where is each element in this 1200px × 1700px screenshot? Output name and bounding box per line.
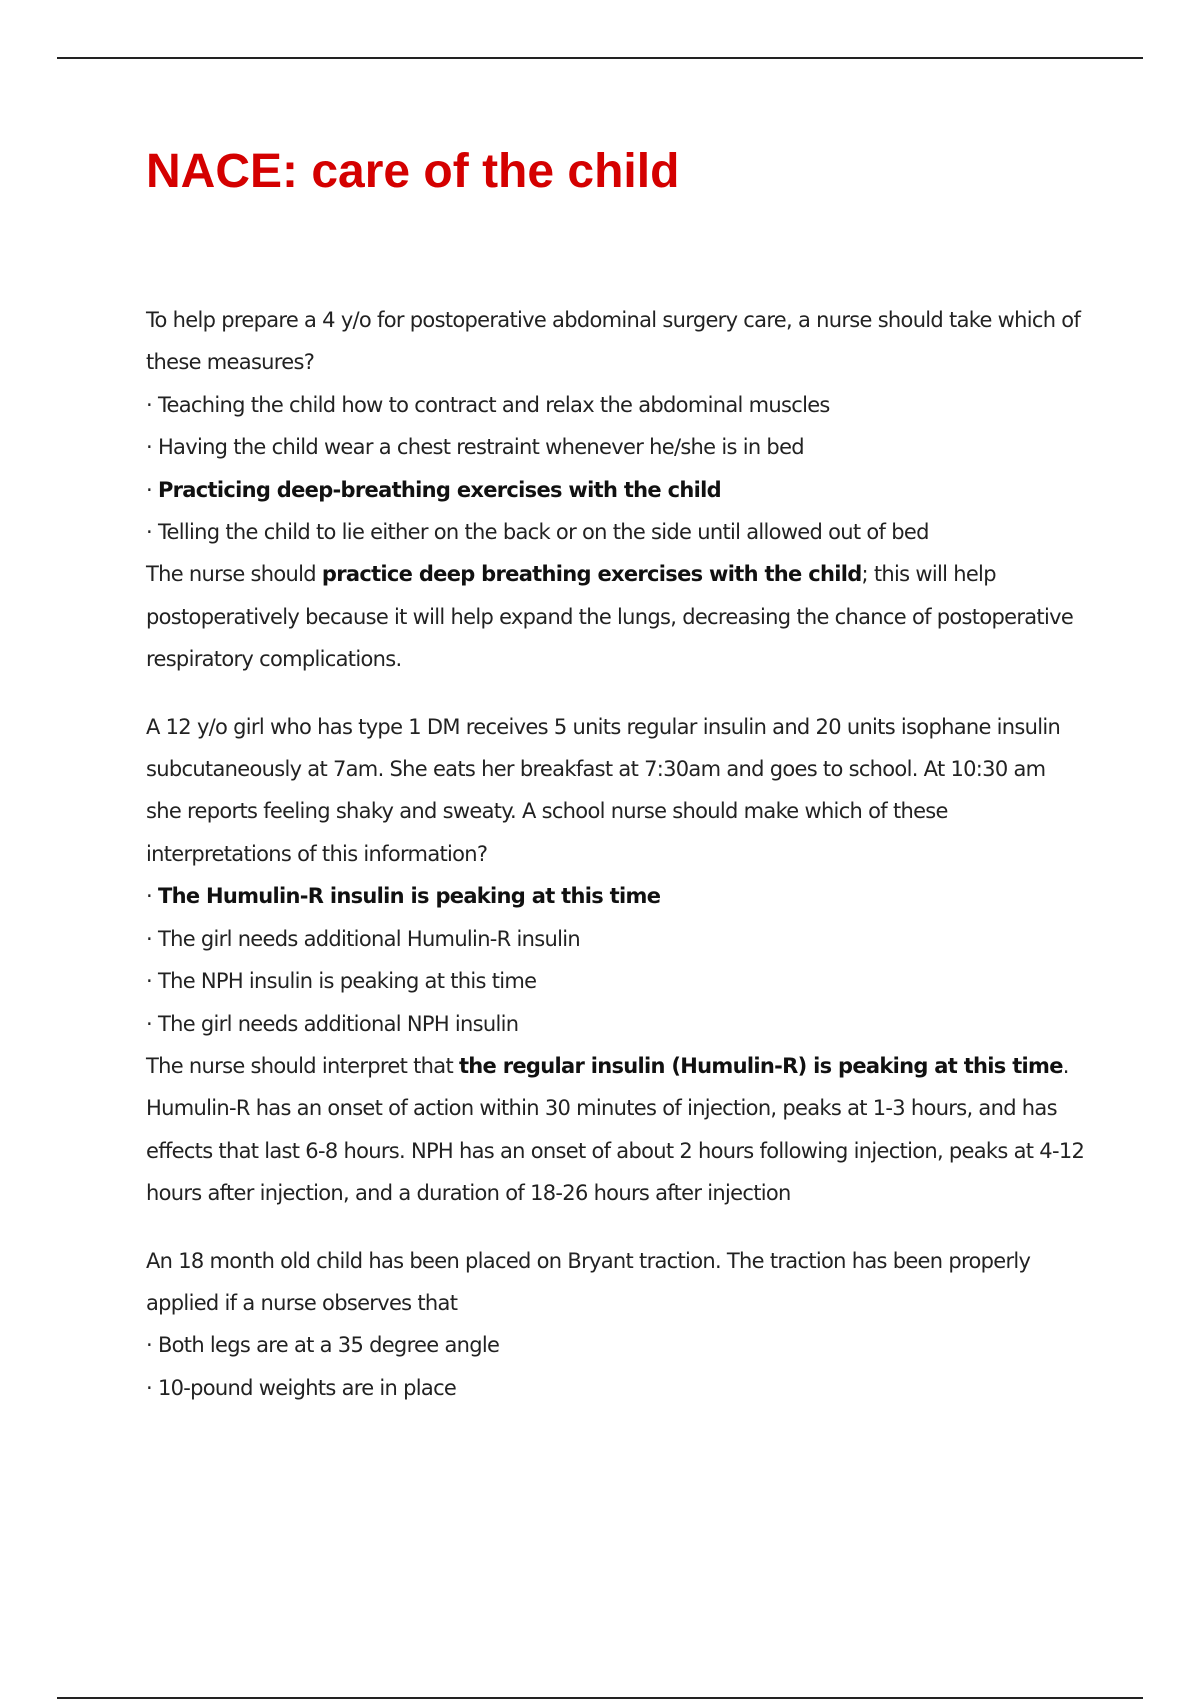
question-stem: To help prepare a 4 y/o for postoperative abdominal surgery care, a nurse should take which of these measures? <box>146 308 1081 375</box>
explanation-text: The nurse should <box>146 562 322 587</box>
answer-option: · The NPH insulin is peaking at this time <box>146 969 537 994</box>
explanation-key-answer: the regular insulin (Humulin-R) is peaking at this time <box>458 1053 1063 1078</box>
question-block <box>146 1240 1086 1410</box>
answer-option-correct: · The Humulin-R insulin is peaking at this time <box>146 884 661 909</box>
answer-option-text: The Humulin-R insulin is peaking at this time <box>157 884 661 909</box>
explanation-text: The nurse should interpret that <box>146 1053 459 1078</box>
answer-option-text: Both legs are at a 35 degree angle <box>157 1333 500 1358</box>
answer-option-text: The NPH insulin is peaking at this time <box>157 969 537 994</box>
answer-option-text: Having the child wear a chest restraint whenever he/she is in bed <box>157 435 804 460</box>
question-block <box>146 706 1086 1215</box>
answer-option-text: Telling the child to lie either on the back or on the side until allowed out of bed <box>157 520 929 545</box>
explanation-text: . Humulin-R has an onset of action within 30 minutes of injection, peaks at 1-3 hours, and has effects that last 6-8 hours. NPH has an onset of about 2 hours following injection, peaks at 4-12 hours after injection, and a duration of 18-26 hours after injection <box>146 1053 1085 1206</box>
answer-explanation <box>146 553 1086 680</box>
answer-option: · Telling the child to lie either on the back or on the side until allowed out of bed <box>146 520 929 545</box>
question-stem: A 12 y/o girl who has type 1 DM receives 5 units regular insulin and 20 units isophane insulin subcutaneously at 7am. She eats her breakfast at 7:30am and goes to school. At 10:30 am she reports feeling shaky and sweaty. A school nurse should make which of these interpretations of this information? <box>146 714 1061 866</box>
explanation-text: ; this will help postoperatively because it will help expand the lungs, decreasing the chance of postoperative respiratory complications. <box>146 562 1074 672</box>
answer-option-text: 10-pound weights are in place <box>157 1375 457 1400</box>
answer-explanation <box>146 1045 1086 1215</box>
answer-option: · Both legs are at a 35 degree angle <box>146 1333 500 1358</box>
answer-option-text: Practicing deep-breathing exercises with the child <box>157 477 721 502</box>
answer-option-correct: · Practicing deep-breathing exercises with the child <box>146 477 721 502</box>
answer-option: · The girl needs additional Humulin-R insulin <box>146 926 581 951</box>
document-body <box>146 299 1086 1434</box>
bottom-rule <box>57 1697 1143 1699</box>
answer-option-text: The girl needs additional Humulin-R insulin <box>157 926 581 951</box>
page-title: NACE: care of the child <box>146 145 680 198</box>
question-block <box>146 299 1086 681</box>
answer-option-text: The girl needs additional NPH insulin <box>157 1011 519 1036</box>
answer-option: · The girl needs additional NPH insulin <box>146 1011 519 1036</box>
explanation-key-answer: practice deep breathing exercises with the child <box>321 562 862 587</box>
question-stem: An 18 month old child has been placed on Bryant traction. The traction has been properly applied if a nurse observes that <box>146 1248 1031 1315</box>
top-rule <box>57 57 1143 59</box>
answer-option: · 10-pound weights are in place <box>146 1375 457 1400</box>
answer-option: · Teaching the child how to contract and relax the abdominal muscles <box>146 392 830 417</box>
answer-option-text: Teaching the child how to contract and relax the abdominal muscles <box>157 392 830 417</box>
answer-option: · Having the child wear a chest restraint whenever he/she is in bed <box>146 435 804 460</box>
